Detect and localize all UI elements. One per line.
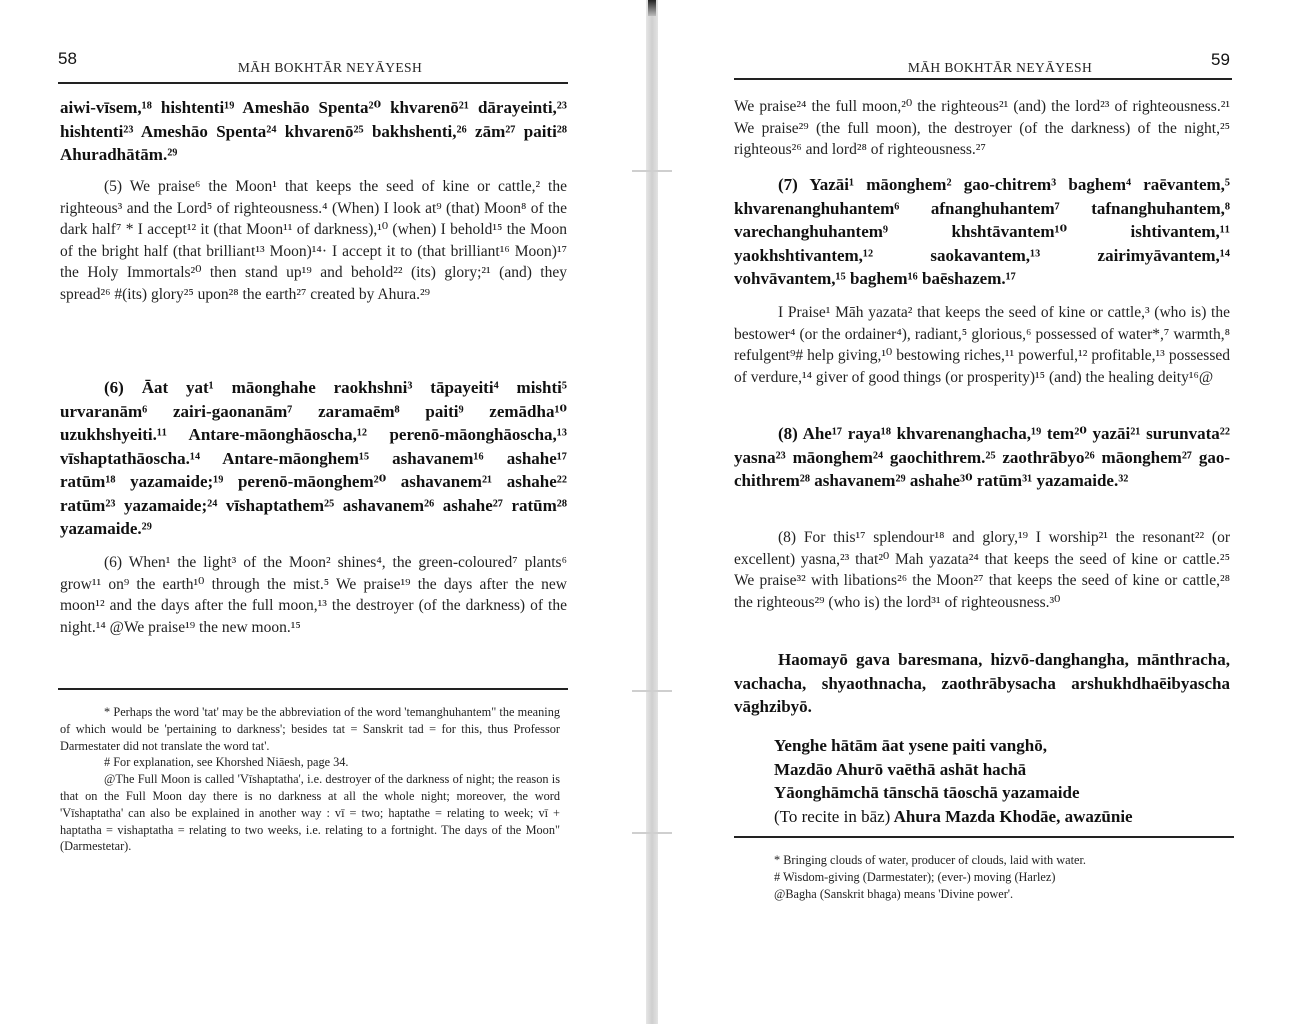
header-rule xyxy=(734,78,1232,80)
haomayo-prayer: Haomayō gava baresmana, hizvō-danghangha, mānthracha, vachacha, shyaothnacha, zaothrābysacha arshukhdhaēibyascha vāghzibyō. xyxy=(734,650,1230,716)
recite-text: Ahura Mazda Khodāe, awazūnie xyxy=(893,806,1133,826)
footnote-asterisk: * Perhaps the word 'tat' may be the abbreviation of the word 'temanghuhantem" the meaning of which would be 'pertaining to darkness'; besides tat = Sanskrit tad = for this, thus Professor Darmestater did not translate the word tat'. xyxy=(60,705,560,753)
recite-note: (To recite in bāz) xyxy=(774,806,891,826)
avestan-verse-6: (6) Āat yat¹ māonghahe raokhshni³ tāpayeiti⁴ mishti⁵ urvaranām⁶ zairi-gaonanām⁷ zaramaēm⁸ paiti⁹ zemādha¹⁰ uzukhshyeiti.¹¹ Antare-māonghāoscha,¹² perenō-māonghāoscha,¹³ vīshaptathāoscha.¹⁴ Antare-māonghem¹⁵ ashavanem¹⁶ ashahe¹⁷ ratūm¹⁸ yazamaide;¹⁹ perenō-māonghem²⁰ ashavanem²¹ ashahe²² ratūm²³ yazamaide;²⁴ vīshaptathem²⁵ ashavanem²⁶ ashahe²⁷ ratūm²⁸ yazamaide.²⁹ xyxy=(60,378,567,538)
running-head: MĀH BOKHTĀR NEYĀYESH xyxy=(237,60,423,75)
translation-verse-7: I Praise¹ Māh yazata² that keeps the seed of kine or cattle,³ (who is) the bestower⁴ (or the ordainer⁴), radiant,⁵ glorious,⁶ possessed of water*,⁷ warmth,⁸ refulgent⁹# help giving,¹⁰ bestowing riches,¹¹ powerful,¹² profitable,¹³ possessed of verdure,¹⁴ giver of good things (or prosperity)¹⁵ (and) the healing deity¹⁶@ xyxy=(734,304,1230,386)
footnote-rule xyxy=(734,836,1234,838)
yenghe-hatam-prayer xyxy=(774,734,1234,828)
avestan-verse-7: (7) Yazāi¹ māonghem² gao-chitrem³ baghem⁴ raēvantem,⁵ khvarenanghuhantem⁶ afnanghuhantem⁷ tafnanghuhantem,⁸ varechanghuhantem⁹ khshtāvantem¹⁰ ishtivantem,¹¹ yaokhshtivantem,¹² saokavantem,¹³ zairimyāvantem,¹⁴ vohvāvantem,¹⁵ baghem¹⁶ baēshazem.¹⁷ xyxy=(734,175,1230,288)
translation-continuation: We praise²⁴ the full moon,²⁰ the righteous²¹ (and) the lord²³ of righteousness.²¹ We praise²⁹ (the full moon), the destroyer (of the darkness) of the night,²⁵ righteous²⁶ and lord²⁸ of righteousness.²⁷ xyxy=(734,98,1230,158)
right-page xyxy=(620,0,1314,1024)
left-page xyxy=(0,0,620,1024)
page-number: 59 xyxy=(1211,50,1230,69)
prayer-line: Yenghe hātām āat ysene paiti vanghō, xyxy=(774,736,1047,755)
footnote-rule xyxy=(58,688,568,690)
translation-verse-5: (5) We praise⁶ the Moon¹ that keeps the seed of kine or cattle,² the righteous³ and the Lord⁵ of righteousness.⁴ (When) I look at⁹ (that) Moon⁸ of the dark half⁷ * I accept¹² it (that Moon¹¹ of darkness),¹⁰ (when) I behold¹⁵ the Moon of the bright half (that brilliant¹³ Moon)¹⁴· I accept it to (that brilliant¹⁶ Moon)¹⁷ the Holy Immortals²⁰ then stand up¹⁹ and behold²² (its) glory;²¹ (and) they spread²⁶ #(its) glory²⁵ upon²⁸ the earth²⁷ created by Ahura.²⁹ xyxy=(60,178,567,303)
translation-verse-6: (6) When¹ the light³ of the Moon² shines⁴, the green-coloured⁷ plants⁶ grow¹¹ on⁹ the earth¹⁰ through the mist.⁵ We praise¹⁹ the days after the new moon¹² and the days after the full moon,¹³ the destroyer (of the darkness) of the night.¹⁴ @We praise¹⁹ the new moon.¹⁵ xyxy=(60,554,567,636)
footnote-hash: # Wisdom-giving (Darmestater); (ever-) moving (Harlez) xyxy=(774,869,1056,884)
translation-verse-8: (8) For this¹⁷ splendour¹⁸ and glory,¹⁹ I worship²¹ the resonant²² (or excellent) yasna,²³ that²⁰ Mah yazata²⁴ that keeps the seed of kine or cattle.²⁵ We praise³² with libations²⁶ the Moon²⁷ that keeps the seed of kine or cattle,²⁸ the righteous²⁹ (who is) the lord³¹ of righteousness.³⁰ xyxy=(734,529,1230,611)
avestan-verse-8: (8) Ahe¹⁷ raya¹⁸ khvarenanghacha,¹⁹ tem²⁰ yazāi²¹ surunvata²² yasna²³ māonghem²⁴ gaochithrem.²⁵ zaothrābyo²⁶ māonghem²⁷ gao-chithrem²⁸ ashavanem²⁹ ashahe³⁰ ratūm³¹ yazamaide.³² xyxy=(734,424,1230,490)
footnotes xyxy=(60,704,560,855)
footnotes xyxy=(774,852,1224,902)
header-rule xyxy=(58,82,568,84)
recite-line xyxy=(774,805,1234,829)
prayer-line: Yāonghāmchā tānschā tāoschā yazamaide xyxy=(774,783,1080,802)
prayer-line: Mazdāo Ahurō vaēthā ashāt hachā xyxy=(774,759,1027,779)
running-head: MĀH BOKHTĀR NEYĀYESH xyxy=(907,60,1093,75)
footnote-at: @The Full Moon is called 'Vīshaptatha', i.e. destroyer of the darkness of night; the reason is that on the Full Moon day there is no darkness at all the whole night; moreover, the word 'Vīshaptatha' can also be explained in another way : vī = two; haptathe = relating to week; vī + haptatha = vishaptatha = relating to two weeks, i.e. relating to a fortnight. The days of the Moon" (Darmestetar). xyxy=(60,772,560,854)
page-number: 58 xyxy=(58,49,77,68)
footnote-asterisk: * Bringing clouds of water, producer of clouds, laid with water. xyxy=(774,853,1086,867)
avestan-verse-continuation: aiwi-vīsem,¹⁸ hishtenti¹⁹ Ameshāo Spenta²⁰ khvarenō²¹ dārayeinti,²³ hishtenti²³ Ameshāo Spenta²⁴ khvarenō²⁵ bakhshenti,²⁶ zām²⁷ paiti²⁸ Ahuradhātām.²⁹ xyxy=(60,98,567,164)
footnote-at: @Bagha (Sanskrit bhaga) means 'Divine power'. xyxy=(774,886,1014,901)
footnote-hash: # For explanation, see Khorshed Niāesh, page 34. xyxy=(104,755,349,770)
